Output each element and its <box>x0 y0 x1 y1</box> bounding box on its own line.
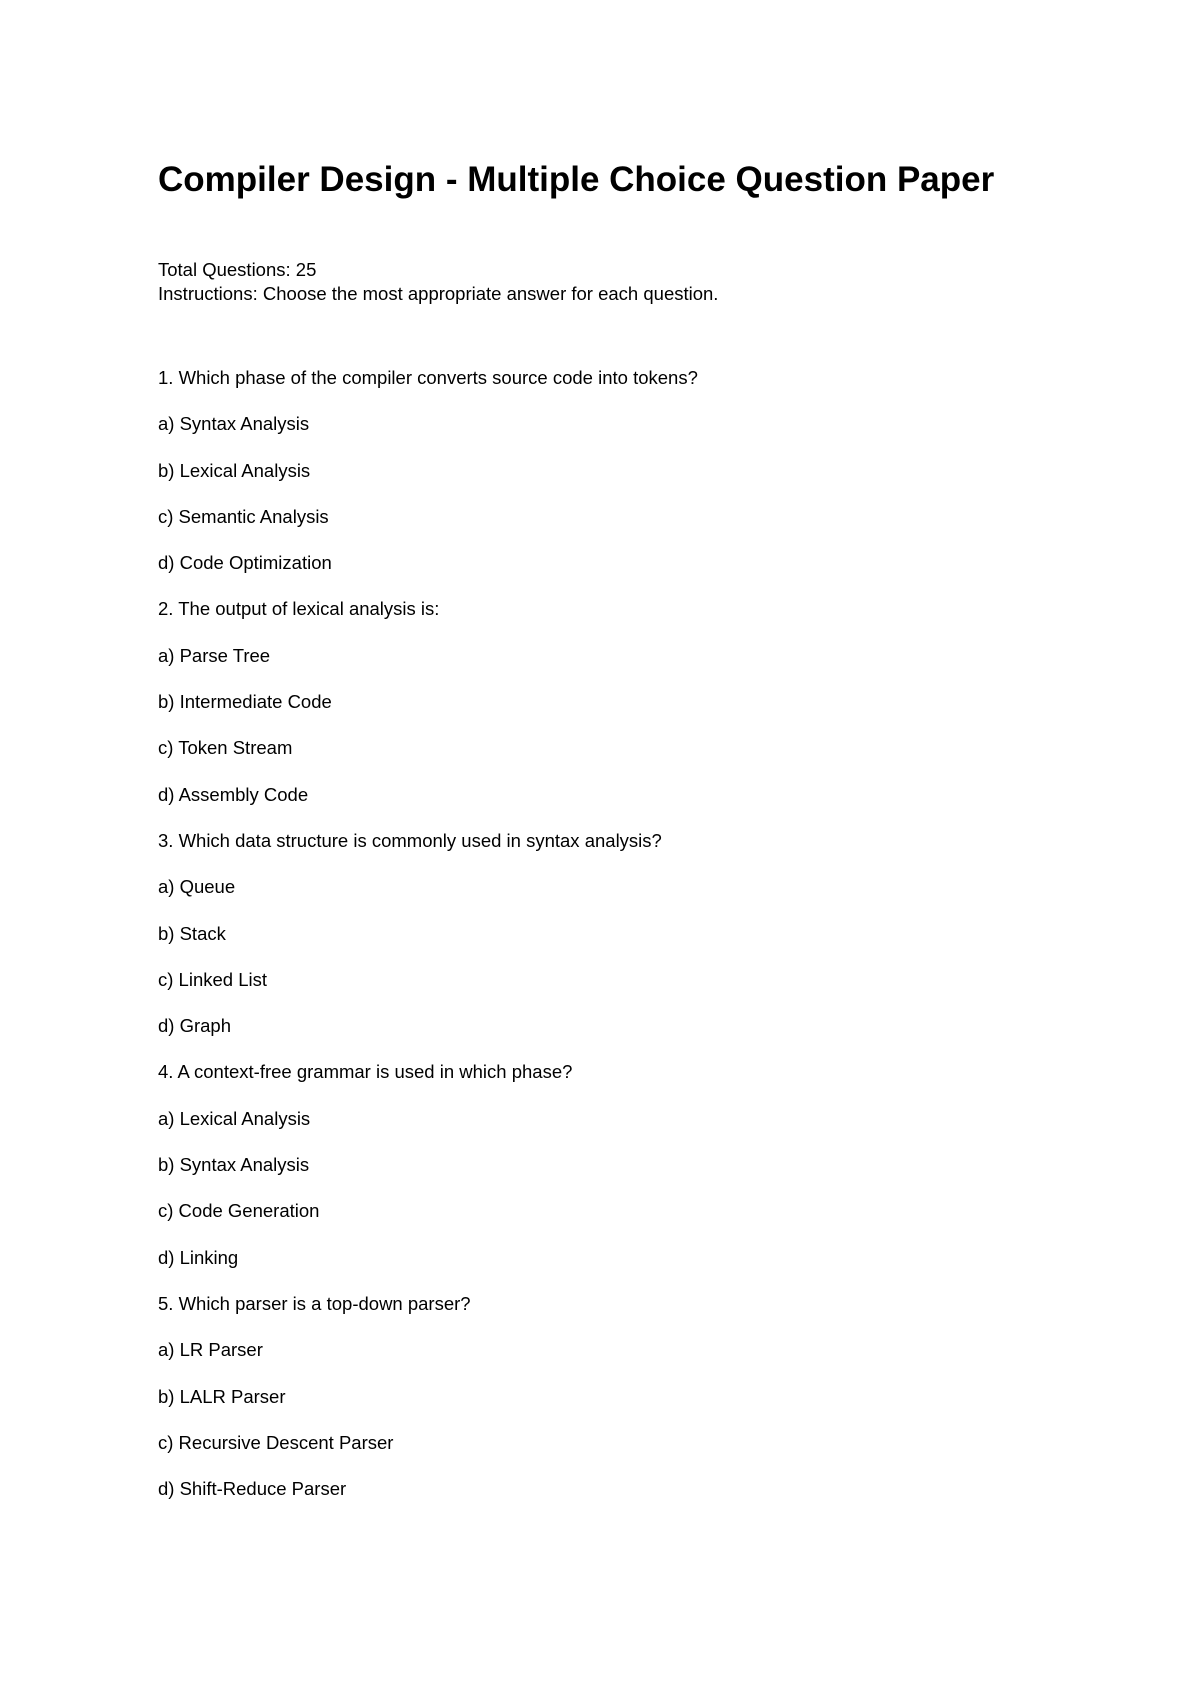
answer-option: a) Parse Tree <box>158 644 271 666</box>
question-text: 4. A context-free grammar is used in which phase? <box>158 1061 573 1083</box>
question-block <box>158 1292 1058 1523</box>
answer-option: c) Token Stream <box>158 737 293 759</box>
answer-option: a) Queue <box>158 876 236 898</box>
question-block <box>158 1060 1058 1291</box>
answer-option: c) Recursive Descent Parser <box>158 1431 394 1453</box>
instructions: Instructions: Choose the most appropriate answer for each question. <box>158 283 719 304</box>
answer-option: b) Syntax Analysis <box>158 1154 310 1176</box>
answer-option: c) Semantic Analysis <box>158 505 329 527</box>
answer-option: a) LR Parser <box>158 1339 263 1361</box>
answer-option: d) Graph <box>158 1015 232 1037</box>
answer-option: b) Intermediate Code <box>158 691 332 713</box>
answer-option: b) Stack <box>158 922 226 944</box>
question-list <box>158 366 1058 1523</box>
question-block <box>158 829 1058 1060</box>
question-block <box>158 366 1058 597</box>
question-text: 3. Which data structure is commonly used in syntax analysis? <box>158 829 662 851</box>
answer-option: d) Code Optimization <box>158 552 332 574</box>
question-paper <box>158 160 1058 1523</box>
question-text: 2. The output of lexical analysis is: <box>158 598 440 620</box>
answer-option: a) Syntax Analysis <box>158 413 310 435</box>
page-title: Compiler Design - Multiple Choice Question Paper <box>158 160 995 199</box>
question-text: 1. Which phase of the compiler converts source code into tokens? <box>158 367 698 388</box>
answer-option: d) Linking <box>158 1246 239 1268</box>
total-questions: Total Questions: 25 <box>158 259 317 280</box>
question-block <box>158 597 1058 828</box>
question-text: 5. Which parser is a top-down parser? <box>158 1292 471 1314</box>
answer-option: d) Shift-Reduce Parser <box>158 1478 347 1500</box>
answer-option: d) Assembly Code <box>158 783 309 805</box>
paper-meta <box>158 258 1058 306</box>
answer-option: b) Lexical Analysis <box>158 459 311 481</box>
answer-option: c) Linked List <box>158 968 267 990</box>
answer-option: b) LALR Parser <box>158 1385 286 1407</box>
answer-option: a) Lexical Analysis <box>158 1107 311 1129</box>
answer-option: c) Code Generation <box>158 1200 320 1222</box>
